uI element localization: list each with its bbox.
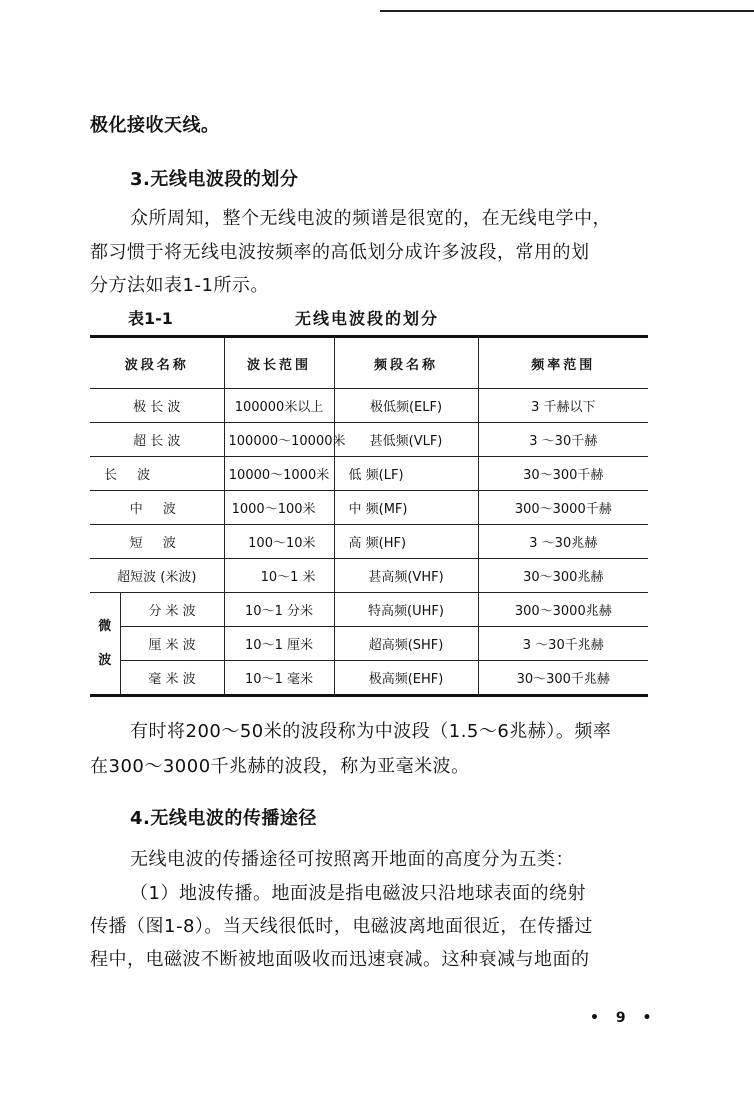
paragraph-line: 有时将200～50米的波段称为中波段（1.5～6兆赫）。频率 bbox=[130, 721, 612, 742]
paragraph-line: 分方法如表1-1所示。 bbox=[90, 275, 269, 296]
table-header-row bbox=[90, 337, 648, 389]
band-name-cell: 极 长 波 bbox=[90, 389, 224, 423]
wavelength-cell: 10～1 厘米 bbox=[224, 627, 334, 661]
wavelength-cell: 100000米以上 bbox=[224, 389, 334, 423]
microwave-group-label: 微 波 bbox=[90, 593, 120, 696]
table-row bbox=[90, 457, 648, 491]
wavelength-cell: 100000～10000米 bbox=[224, 423, 334, 457]
frequency-cell: 30～300千兆赫 bbox=[478, 661, 648, 696]
paragraph-line: 众所周知，整个无线电波的频谱是很宽的，在无线电学中， bbox=[130, 208, 611, 229]
frequency-cell: 3 ～30千赫 bbox=[478, 423, 648, 457]
band-name-cell: 短 波 bbox=[90, 525, 224, 559]
wavelength-cell: 10～1 米 bbox=[224, 559, 334, 593]
table-row bbox=[90, 559, 648, 593]
paragraph-line: 无线电波的传播途径可按照离开地面的高度分为五类： bbox=[130, 849, 574, 870]
header-cell: 频率范围 bbox=[478, 337, 648, 389]
frequency-cell: 3 ～30兆赫 bbox=[478, 525, 648, 559]
band-name-cell: 长 波 bbox=[90, 457, 224, 491]
band-cell: 甚高频(VHF) bbox=[334, 559, 478, 593]
paragraph-line: 传播（图1-8）。当天线很低时，电磁波离地面很近，在传播过 bbox=[90, 916, 593, 937]
band-name-cell: 超短波 (米波) bbox=[90, 559, 224, 593]
paragraph-line: 程中，电磁波不断被地面吸收而迅速衰减。这种衰减与地面的 bbox=[90, 949, 590, 970]
paragraph-line: 都习惯于将无线电波按频率的高低划分成许多波段，常用的划 bbox=[90, 242, 590, 263]
band-name-cell: 分 米 波 bbox=[120, 593, 224, 627]
wavelength-cell: 10000～1000米 bbox=[224, 457, 334, 491]
header-cell: 波长范围 bbox=[224, 337, 334, 389]
table-row bbox=[90, 661, 648, 696]
band-cell: 特高频(UHF) bbox=[334, 593, 478, 627]
band-cell: 低 频(LF) bbox=[334, 457, 478, 491]
wavelength-cell: 10～1 毫米 bbox=[224, 661, 334, 696]
table-row bbox=[90, 491, 648, 525]
band-cell: 中 频(MF) bbox=[334, 491, 478, 525]
text-line: 极化接收天线。 bbox=[90, 115, 220, 136]
frequency-cell: 3 千赫以下 bbox=[478, 389, 648, 423]
band-cell: 甚低频(VLF) bbox=[334, 423, 478, 457]
top-rule bbox=[380, 10, 754, 12]
band-cell: 极高频(EHF) bbox=[334, 661, 478, 696]
paragraph-line: 在300～3000千兆赫的波段，称为亚毫米波。 bbox=[90, 756, 470, 777]
table-row bbox=[90, 593, 648, 627]
band-cell: 高 频(HF) bbox=[334, 525, 478, 559]
wave-band-table bbox=[90, 335, 648, 697]
header-cell: 波段名称 bbox=[90, 337, 224, 389]
table-row bbox=[90, 389, 648, 423]
table-row bbox=[90, 423, 648, 457]
frequency-cell: 300～3000兆赫 bbox=[478, 593, 648, 627]
page-number: • 9 • bbox=[590, 1010, 658, 1026]
wavelength-cell: 10～1 分米 bbox=[224, 593, 334, 627]
frequency-cell: 30～300千赫 bbox=[478, 457, 648, 491]
header-cell: 频段名称 bbox=[334, 337, 478, 389]
table-row bbox=[90, 525, 648, 559]
wavelength-cell: 1000～100米 bbox=[224, 491, 334, 525]
band-name-cell: 毫 米 波 bbox=[120, 661, 224, 696]
band-cell: 超高频(SHF) bbox=[334, 627, 478, 661]
table-row bbox=[90, 627, 648, 661]
band-name-cell: 超 长 波 bbox=[90, 423, 224, 457]
section-heading: 3.无线电波段的划分 bbox=[130, 169, 299, 190]
frequency-cell: 300～3000千赫 bbox=[478, 491, 648, 525]
wavelength-cell: 100～10米 bbox=[224, 525, 334, 559]
frequency-cell: 3 ～30千兆赫 bbox=[478, 627, 648, 661]
table-title: 无线电波段的划分 bbox=[295, 309, 440, 328]
frequency-cell: 30～300兆赫 bbox=[478, 559, 648, 593]
band-name-cell: 厘 米 波 bbox=[120, 627, 224, 661]
section-heading: 4.无线电波的传播途径 bbox=[130, 808, 317, 829]
table-label: 表1-1 bbox=[128, 309, 173, 328]
band-cell: 极低频(ELF) bbox=[334, 389, 478, 423]
paragraph-line: （1）地波传播。地面波是指电磁波只沿地球表面的绕射 bbox=[130, 883, 586, 904]
band-name-cell: 中 波 bbox=[90, 491, 224, 525]
